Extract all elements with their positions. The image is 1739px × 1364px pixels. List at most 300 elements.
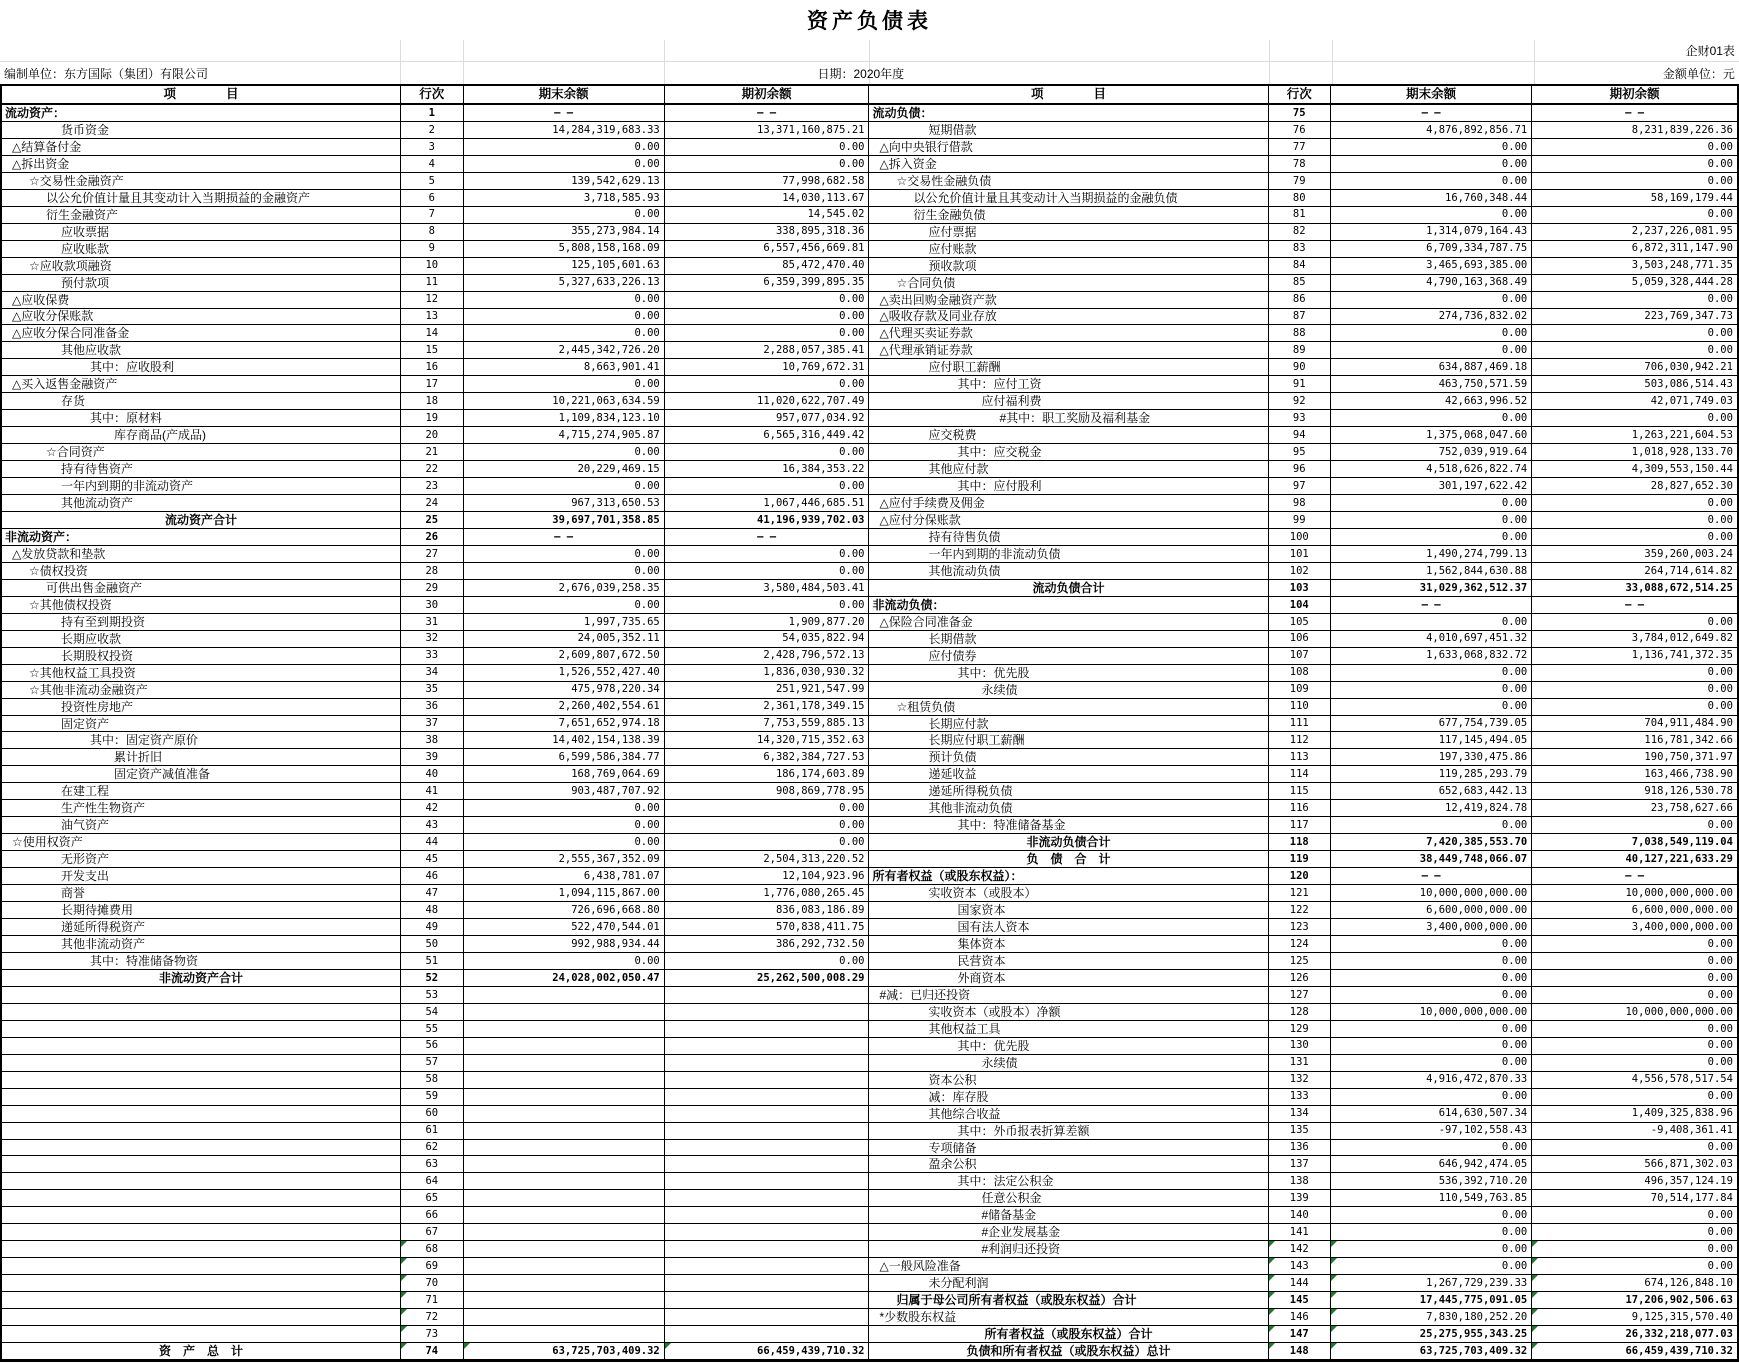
beg-balance-cell-left[interactable]: 908,869,778.95 bbox=[665, 783, 870, 800]
item-cell-left[interactable]: 应收账款 bbox=[2, 241, 401, 258]
end-balance-cell-left[interactable]: 903,487,707.92 bbox=[464, 783, 665, 800]
item-cell-right[interactable]: △保险合同准备金 bbox=[869, 614, 1268, 631]
rowno-cell-right[interactable]: 121 bbox=[1269, 885, 1331, 902]
beg-balance-cell-right[interactable]: 0.00 bbox=[1532, 682, 1737, 699]
beg-balance-cell-left[interactable]: 186,174,603.89 bbox=[665, 766, 870, 783]
beg-balance-cell-left[interactable]: 12,104,923.96 bbox=[665, 868, 870, 885]
end-balance-cell-left[interactable] bbox=[464, 1055, 665, 1072]
beg-balance-cell-left[interactable] bbox=[665, 1173, 870, 1190]
beg-balance-cell-right[interactable]: 1,136,741,372.35 bbox=[1532, 648, 1737, 665]
beg-balance-cell-right[interactable]: 40,127,221,633.29 bbox=[1532, 851, 1737, 868]
rowno-cell-left[interactable]: 57 bbox=[401, 1055, 463, 1072]
item-cell-left[interactable]: 库存商品(产成品) bbox=[2, 427, 401, 444]
end-balance-cell-right[interactable]: 110,549,763.85 bbox=[1331, 1190, 1532, 1207]
item-cell-left[interactable]: 非流动资产合计 bbox=[2, 970, 401, 987]
end-balance-cell-left[interactable]: 5,808,158,168.09 bbox=[464, 241, 665, 258]
end-balance-cell-right[interactable]: 10,000,000,000.00 bbox=[1331, 885, 1532, 902]
item-cell-left[interactable]: ☆使用权资产 bbox=[2, 834, 401, 851]
item-cell-left[interactable]: ☆债权投资 bbox=[2, 563, 401, 580]
item-cell-right[interactable]: △应付手续费及佣金 bbox=[869, 495, 1268, 512]
rowno-cell-left[interactable]: 13 bbox=[401, 309, 463, 326]
end-balance-cell-left[interactable] bbox=[464, 1190, 665, 1207]
end-balance-cell-left[interactable]: 39,697,701,358.85 bbox=[464, 512, 665, 529]
rowno-cell-right[interactable]: 148 bbox=[1269, 1343, 1331, 1360]
end-balance-cell-left[interactable]: 14,402,154,138.39 bbox=[464, 732, 665, 749]
end-balance-cell-left[interactable]: 6,438,781.07 bbox=[464, 868, 665, 885]
end-balance-cell-left[interactable]: 168,769,064.69 bbox=[464, 766, 665, 783]
item-cell-right[interactable]: 国有法人资本 bbox=[869, 919, 1268, 936]
end-balance-cell-right[interactable]: 0.00 bbox=[1331, 936, 1532, 953]
beg-balance-cell-left[interactable]: 25,262,500,008.29 bbox=[665, 970, 870, 987]
rowno-cell-left[interactable]: 41 bbox=[401, 783, 463, 800]
end-balance-cell-right[interactable]: 1,267,729,239.33 bbox=[1331, 1275, 1532, 1292]
beg-balance-cell-right[interactable]: 674,126,848.10 bbox=[1532, 1275, 1737, 1292]
end-balance-cell-right[interactable]: 652,683,442.13 bbox=[1331, 783, 1532, 800]
rowno-cell-left[interactable]: 66 bbox=[401, 1207, 463, 1224]
col-header-item-left[interactable]: 项 目 bbox=[2, 86, 401, 105]
end-balance-cell-left[interactable]: 0.00 bbox=[464, 953, 665, 970]
beg-balance-cell-left[interactable]: 85,472,470.40 bbox=[665, 258, 870, 275]
rowno-cell-left[interactable]: 55 bbox=[401, 1021, 463, 1038]
beg-balance-cell-right[interactable]: 223,769,347.73 bbox=[1532, 309, 1737, 326]
item-cell-left[interactable]: 长期股权投资 bbox=[2, 648, 401, 665]
col-header-rowno-left[interactable]: 行次 bbox=[401, 86, 463, 105]
rowno-cell-right[interactable]: 124 bbox=[1269, 936, 1331, 953]
end-balance-cell-left[interactable]: 355,273,984.14 bbox=[464, 224, 665, 241]
rowno-cell-right[interactable]: 102 bbox=[1269, 563, 1331, 580]
rowno-cell-left[interactable]: 20 bbox=[401, 427, 463, 444]
beg-balance-cell-right[interactable]: 28,827,652.30 bbox=[1532, 478, 1737, 495]
end-balance-cell-right[interactable]: 1,375,068,047.60 bbox=[1331, 427, 1532, 444]
end-balance-cell-left[interactable] bbox=[464, 1089, 665, 1106]
item-cell-right[interactable]: 盈余公积 bbox=[869, 1156, 1268, 1173]
item-cell-left[interactable]: 其他非流动资产 bbox=[2, 936, 401, 953]
rowno-cell-left[interactable]: 34 bbox=[401, 665, 463, 682]
item-cell-left[interactable] bbox=[2, 1224, 401, 1241]
rowno-cell-left[interactable]: 45 bbox=[401, 851, 463, 868]
amount-unit-cell[interactable]: 金额单位：元 bbox=[1534, 62, 1739, 84]
item-cell-right[interactable]: △代理承销证券款 bbox=[869, 342, 1268, 359]
end-balance-cell-left[interactable]: 0.00 bbox=[464, 376, 665, 393]
item-cell-right[interactable]: 长期应付款 bbox=[869, 716, 1268, 733]
item-cell-right[interactable]: 其中：法定公积金 bbox=[869, 1173, 1268, 1190]
item-cell-left[interactable] bbox=[2, 1021, 401, 1038]
item-cell-right[interactable]: 专项储备 bbox=[869, 1140, 1268, 1157]
beg-balance-cell-left[interactable]: 0.00 bbox=[665, 444, 870, 461]
end-balance-cell-left[interactable]: 475,978,220.34 bbox=[464, 682, 665, 699]
beg-balance-cell-left[interactable]: 0.00 bbox=[665, 139, 870, 156]
rowno-cell-left[interactable]: 54 bbox=[401, 1004, 463, 1021]
rowno-cell-left[interactable]: 47 bbox=[401, 885, 463, 902]
rowno-cell-right[interactable]: 79 bbox=[1269, 173, 1331, 190]
item-cell-left[interactable]: 资 产 总 计 bbox=[2, 1343, 401, 1360]
prepared-by-cell[interactable]: 编制单位：东方国际（集团）有限公司 bbox=[4, 66, 209, 81]
item-cell-right[interactable]: 应付票据 bbox=[869, 224, 1268, 241]
end-balance-cell-right[interactable]: 0.00 bbox=[1331, 173, 1532, 190]
end-balance-cell-right[interactable]: 117,145,494.05 bbox=[1331, 732, 1532, 749]
rowno-cell-right[interactable]: 104 bbox=[1269, 597, 1331, 614]
item-cell-left[interactable]: 存货 bbox=[2, 393, 401, 410]
rowno-cell-left[interactable]: 32 bbox=[401, 631, 463, 648]
beg-balance-cell-left[interactable] bbox=[665, 1004, 870, 1021]
beg-balance-cell-left[interactable]: 66,459,439,710.32 bbox=[665, 1343, 870, 1360]
item-cell-left[interactable]: 持有至到期投资 bbox=[2, 614, 401, 631]
item-cell-right[interactable]: 其中：应付工资 bbox=[869, 376, 1268, 393]
beg-balance-cell-left[interactable] bbox=[665, 1224, 870, 1241]
beg-balance-cell-left[interactable]: 0.00 bbox=[665, 376, 870, 393]
item-cell-left[interactable]: 生产性生物资产 bbox=[2, 800, 401, 817]
rowno-cell-left[interactable]: 64 bbox=[401, 1173, 463, 1190]
end-balance-cell-left[interactable]: 0.00 bbox=[464, 139, 665, 156]
beg-balance-cell-left[interactable]: 0.00 bbox=[665, 563, 870, 580]
beg-balance-cell-left[interactable]: 836,083,186.89 bbox=[665, 902, 870, 919]
beg-balance-cell-left[interactable]: 77,998,682.58 bbox=[665, 173, 870, 190]
end-balance-cell-right[interactable]: 0.00 bbox=[1331, 1224, 1532, 1241]
end-balance-cell-left[interactable]: — — bbox=[464, 105, 665, 122]
rowno-cell-left[interactable]: 33 bbox=[401, 648, 463, 665]
end-balance-cell-left[interactable] bbox=[464, 1207, 665, 1224]
end-balance-cell-right[interactable]: 0.00 bbox=[1331, 207, 1532, 224]
end-balance-cell-left[interactable]: 0.00 bbox=[464, 309, 665, 326]
rowno-cell-left[interactable]: 70 bbox=[401, 1275, 463, 1292]
rowno-cell-left[interactable]: 61 bbox=[401, 1123, 463, 1140]
rowno-cell-left[interactable]: 74 bbox=[401, 1343, 463, 1360]
end-balance-cell-right[interactable]: 0.00 bbox=[1331, 817, 1532, 834]
beg-balance-cell-left[interactable]: 7,753,559,885.13 bbox=[665, 716, 870, 733]
item-cell-left[interactable] bbox=[2, 1275, 401, 1292]
beg-balance-cell-left[interactable]: 0.00 bbox=[665, 478, 870, 495]
rowno-cell-right[interactable]: 138 bbox=[1269, 1173, 1331, 1190]
beg-balance-cell-left[interactable]: 11,020,622,707.49 bbox=[665, 393, 870, 410]
item-cell-left[interactable] bbox=[2, 1038, 401, 1055]
end-balance-cell-right[interactable]: 0.00 bbox=[1331, 682, 1532, 699]
beg-balance-cell-left[interactable] bbox=[665, 1190, 870, 1207]
end-balance-cell-right[interactable]: 0.00 bbox=[1331, 665, 1532, 682]
rowno-cell-left[interactable]: 29 bbox=[401, 580, 463, 597]
end-balance-cell-left[interactable] bbox=[464, 1004, 665, 1021]
beg-balance-cell-right[interactable]: 0.00 bbox=[1532, 529, 1737, 546]
rowno-cell-right[interactable]: 127 bbox=[1269, 987, 1331, 1004]
beg-balance-cell-left[interactable]: 570,838,411.75 bbox=[665, 919, 870, 936]
item-cell-left[interactable]: 其他应收款 bbox=[2, 342, 401, 359]
beg-balance-cell-left[interactable]: — — bbox=[665, 105, 870, 122]
rowno-cell-left[interactable]: 65 bbox=[401, 1190, 463, 1207]
rowno-cell-left[interactable]: 46 bbox=[401, 868, 463, 885]
beg-balance-cell-right[interactable]: 0.00 bbox=[1532, 1021, 1737, 1038]
end-balance-cell-right[interactable]: 0.00 bbox=[1331, 970, 1532, 987]
item-cell-left[interactable]: 累计折旧 bbox=[2, 749, 401, 766]
end-balance-cell-left[interactable]: 0.00 bbox=[464, 563, 665, 580]
item-cell-right[interactable]: 其他流动负债 bbox=[869, 563, 1268, 580]
item-cell-left[interactable]: 流动资产合计 bbox=[2, 512, 401, 529]
end-balance-cell-right[interactable]: 119,285,293.79 bbox=[1331, 766, 1532, 783]
beg-balance-cell-right[interactable]: 0.00 bbox=[1532, 936, 1737, 953]
item-cell-right[interactable]: 以公允价值计量且其变动计入当期损益的金融负债 bbox=[869, 190, 1268, 207]
beg-balance-cell-right[interactable]: 0.00 bbox=[1532, 699, 1737, 716]
item-cell-left[interactable]: △结算备付金 bbox=[2, 139, 401, 156]
rowno-cell-left[interactable]: 2 bbox=[401, 122, 463, 139]
end-balance-cell-left[interactable]: 4,715,274,905.87 bbox=[464, 427, 665, 444]
rowno-cell-right[interactable]: 92 bbox=[1269, 393, 1331, 410]
end-balance-cell-left[interactable]: 7,651,652,974.18 bbox=[464, 716, 665, 733]
item-cell-right[interactable]: 永续债 bbox=[869, 1055, 1268, 1072]
rowno-cell-right[interactable]: 130 bbox=[1269, 1038, 1331, 1055]
rowno-cell-right[interactable]: 125 bbox=[1269, 953, 1331, 970]
item-cell-right[interactable]: #企业发展基金 bbox=[869, 1224, 1268, 1241]
rowno-cell-left[interactable]: 43 bbox=[401, 817, 463, 834]
end-balance-cell-left[interactable] bbox=[464, 1224, 665, 1241]
end-balance-cell-left[interactable]: 0.00 bbox=[464, 207, 665, 224]
item-cell-right[interactable]: 实收资本（或股本）净额 bbox=[869, 1004, 1268, 1021]
beg-balance-cell-left[interactable]: 2,504,313,220.52 bbox=[665, 851, 870, 868]
beg-balance-cell-left[interactable]: 0.00 bbox=[665, 800, 870, 817]
rowno-cell-right[interactable]: 116 bbox=[1269, 800, 1331, 817]
end-balance-cell-right[interactable]: 0.00 bbox=[1331, 156, 1532, 173]
rowno-cell-left[interactable]: 21 bbox=[401, 444, 463, 461]
item-cell-right[interactable]: 其中：应付股利 bbox=[869, 478, 1268, 495]
beg-balance-cell-right[interactable]: 0.00 bbox=[1532, 325, 1737, 342]
beg-balance-cell-left[interactable] bbox=[665, 1021, 870, 1038]
beg-balance-cell-right[interactable]: 0.00 bbox=[1532, 173, 1737, 190]
item-cell-left[interactable] bbox=[2, 1004, 401, 1021]
item-cell-left[interactable]: 投资性房地产 bbox=[2, 699, 401, 716]
beg-balance-cell-right[interactable]: 10,000,000,000.00 bbox=[1532, 885, 1737, 902]
rowno-cell-right[interactable]: 120 bbox=[1269, 868, 1331, 885]
item-cell-right[interactable]: △向中央银行借款 bbox=[869, 139, 1268, 156]
item-cell-left[interactable]: 非流动资产： bbox=[2, 529, 401, 546]
end-balance-cell-left[interactable]: 10,221,063,634.59 bbox=[464, 393, 665, 410]
rowno-cell-left[interactable]: 15 bbox=[401, 342, 463, 359]
item-cell-right[interactable]: 其他应付款 bbox=[869, 461, 1268, 478]
item-cell-right[interactable]: #储备基金 bbox=[869, 1207, 1268, 1224]
rowno-cell-right[interactable]: 108 bbox=[1269, 665, 1331, 682]
item-cell-right[interactable]: *少数股东权益 bbox=[869, 1309, 1268, 1326]
col-header-beginning-left[interactable]: 期初余额 bbox=[665, 86, 870, 105]
end-balance-cell-right[interactable]: 463,750,571.59 bbox=[1331, 376, 1532, 393]
rowno-cell-left[interactable]: 53 bbox=[401, 987, 463, 1004]
item-cell-right[interactable]: #其中：职工奖励及福利基金 bbox=[869, 410, 1268, 427]
beg-balance-cell-right[interactable]: 496,357,124.19 bbox=[1532, 1173, 1737, 1190]
item-cell-left[interactable]: 衍生金融资产 bbox=[2, 207, 401, 224]
end-balance-cell-left[interactable]: 0.00 bbox=[464, 817, 665, 834]
rowno-cell-right[interactable]: 129 bbox=[1269, 1021, 1331, 1038]
end-balance-cell-left[interactable] bbox=[464, 1292, 665, 1309]
item-cell-left[interactable]: △拆出资金 bbox=[2, 156, 401, 173]
rowno-cell-left[interactable]: 58 bbox=[401, 1072, 463, 1089]
end-balance-cell-left[interactable]: 726,696,668.80 bbox=[464, 902, 665, 919]
beg-balance-cell-right[interactable]: 42,071,749.03 bbox=[1532, 393, 1737, 410]
end-balance-cell-left[interactable]: 522,470,544.01 bbox=[464, 919, 665, 936]
end-balance-cell-left[interactable] bbox=[464, 1156, 665, 1173]
beg-balance-cell-right[interactable]: 190,750,371.97 bbox=[1532, 749, 1737, 766]
rowno-cell-left[interactable]: 51 bbox=[401, 953, 463, 970]
rowno-cell-right[interactable]: 111 bbox=[1269, 716, 1331, 733]
rowno-cell-left[interactable]: 26 bbox=[401, 529, 463, 546]
beg-balance-cell-right[interactable]: — — bbox=[1532, 105, 1737, 122]
rowno-cell-left[interactable]: 10 bbox=[401, 258, 463, 275]
end-balance-cell-left[interactable]: 0.00 bbox=[464, 834, 665, 851]
rowno-cell-left[interactable]: 71 bbox=[401, 1292, 463, 1309]
end-balance-cell-left[interactable] bbox=[464, 1072, 665, 1089]
item-cell-left[interactable]: ☆其他债权投资 bbox=[2, 597, 401, 614]
rowno-cell-right[interactable]: 119 bbox=[1269, 851, 1331, 868]
beg-balance-cell-right[interactable]: 0.00 bbox=[1532, 292, 1737, 309]
beg-balance-cell-left[interactable]: 0.00 bbox=[665, 309, 870, 326]
end-balance-cell-right[interactable]: 63,725,703,409.32 bbox=[1331, 1343, 1532, 1360]
item-cell-left[interactable]: 其中：固定资产原价 bbox=[2, 732, 401, 749]
rowno-cell-right[interactable]: 135 bbox=[1269, 1123, 1331, 1140]
rowno-cell-left[interactable]: 18 bbox=[401, 393, 463, 410]
beg-balance-cell-right[interactable]: 70,514,177.84 bbox=[1532, 1190, 1737, 1207]
rowno-cell-left[interactable]: 1 bbox=[401, 105, 463, 122]
end-balance-cell-right[interactable]: 197,330,475.86 bbox=[1331, 749, 1532, 766]
rowno-cell-right[interactable]: 100 bbox=[1269, 529, 1331, 546]
item-cell-left[interactable]: ☆其他非流动金融资产 bbox=[2, 682, 401, 699]
beg-balance-cell-right[interactable]: 3,784,012,649.82 bbox=[1532, 631, 1737, 648]
rowno-cell-left[interactable]: 31 bbox=[401, 614, 463, 631]
beg-balance-cell-right[interactable]: 7,038,549,119.04 bbox=[1532, 834, 1737, 851]
item-cell-left[interactable]: △发放贷款和垫款 bbox=[2, 546, 401, 563]
rowno-cell-left[interactable]: 25 bbox=[401, 512, 463, 529]
beg-balance-cell-left[interactable]: 0.00 bbox=[665, 546, 870, 563]
beg-balance-cell-right[interactable]: 359,260,003.24 bbox=[1532, 546, 1737, 563]
end-balance-cell-left[interactable]: 1,094,115,867.00 bbox=[464, 885, 665, 902]
end-balance-cell-right[interactable]: 536,392,710.20 bbox=[1331, 1173, 1532, 1190]
end-balance-cell-right[interactable]: 1,562,844,630.88 bbox=[1331, 563, 1532, 580]
beg-balance-cell-right[interactable]: 0.00 bbox=[1532, 207, 1737, 224]
item-cell-left[interactable]: △应收分保账款 bbox=[2, 309, 401, 326]
rowno-cell-left[interactable]: 7 bbox=[401, 207, 463, 224]
beg-balance-cell-left[interactable]: 0.00 bbox=[665, 325, 870, 342]
end-balance-cell-right[interactable]: 6,600,000,000.00 bbox=[1331, 902, 1532, 919]
beg-balance-cell-left[interactable] bbox=[665, 1309, 870, 1326]
beg-balance-cell-left[interactable] bbox=[665, 1072, 870, 1089]
item-cell-right[interactable]: 应付职工薪酬 bbox=[869, 359, 1268, 376]
end-balance-cell-left[interactable] bbox=[464, 1173, 665, 1190]
end-balance-cell-left[interactable]: 0.00 bbox=[464, 597, 665, 614]
item-cell-left[interactable] bbox=[2, 1156, 401, 1173]
rowno-cell-right[interactable]: 118 bbox=[1269, 834, 1331, 851]
item-cell-left[interactable] bbox=[2, 1123, 401, 1140]
item-cell-left[interactable]: 预付款项 bbox=[2, 275, 401, 292]
item-cell-right[interactable]: 所有者权益（或股东权益）合计 bbox=[869, 1326, 1268, 1343]
end-balance-cell-left[interactable]: 2,609,807,672.50 bbox=[464, 648, 665, 665]
end-balance-cell-right[interactable]: 0.00 bbox=[1331, 495, 1532, 512]
item-cell-right[interactable]: 一年内到期的非流动负债 bbox=[869, 546, 1268, 563]
beg-balance-cell-left[interactable]: 957,077,034.92 bbox=[665, 410, 870, 427]
rowno-cell-left[interactable]: 17 bbox=[401, 376, 463, 393]
end-balance-cell-right[interactable]: 25,275,955,343.25 bbox=[1331, 1326, 1532, 1343]
rowno-cell-right[interactable]: 117 bbox=[1269, 817, 1331, 834]
rowno-cell-right[interactable]: 83 bbox=[1269, 241, 1331, 258]
beg-balance-cell-left[interactable] bbox=[665, 1275, 870, 1292]
beg-balance-cell-left[interactable] bbox=[665, 1123, 870, 1140]
item-cell-right[interactable]: #减：已归还投资 bbox=[869, 987, 1268, 1004]
item-cell-left[interactable] bbox=[2, 1292, 401, 1309]
end-balance-cell-left[interactable]: 1,109,834,123.10 bbox=[464, 410, 665, 427]
item-cell-left[interactable]: 长期待摊费用 bbox=[2, 902, 401, 919]
beg-balance-cell-right[interactable]: 26,332,218,077.03 bbox=[1532, 1326, 1737, 1343]
item-cell-left[interactable] bbox=[2, 1140, 401, 1157]
item-cell-right[interactable]: 短期借款 bbox=[869, 122, 1268, 139]
rowno-cell-left[interactable]: 73 bbox=[401, 1326, 463, 1343]
beg-balance-cell-right[interactable]: 0.00 bbox=[1532, 512, 1737, 529]
beg-balance-cell-right[interactable]: 704,911,484.90 bbox=[1532, 716, 1737, 733]
end-balance-cell-left[interactable]: 125,105,601.63 bbox=[464, 258, 665, 275]
rowno-cell-left[interactable]: 6 bbox=[401, 190, 463, 207]
end-balance-cell-left[interactable]: 1,526,552,427.40 bbox=[464, 665, 665, 682]
rowno-cell-right[interactable]: 91 bbox=[1269, 376, 1331, 393]
end-balance-cell-left[interactable]: 2,555,367,352.09 bbox=[464, 851, 665, 868]
end-balance-cell-right[interactable]: -97,102,558.43 bbox=[1331, 1123, 1532, 1140]
item-cell-left[interactable] bbox=[2, 1326, 401, 1343]
end-balance-cell-left[interactable] bbox=[464, 1241, 665, 1258]
beg-balance-cell-left[interactable]: — — bbox=[665, 529, 870, 546]
rowno-cell-left[interactable]: 44 bbox=[401, 834, 463, 851]
rowno-cell-right[interactable]: 142 bbox=[1269, 1241, 1331, 1258]
rowno-cell-right[interactable]: 123 bbox=[1269, 919, 1331, 936]
beg-balance-cell-left[interactable]: 0.00 bbox=[665, 292, 870, 309]
rowno-cell-right[interactable]: 110 bbox=[1269, 699, 1331, 716]
item-cell-right[interactable]: 持有待售负债 bbox=[869, 529, 1268, 546]
rowno-cell-right[interactable]: 107 bbox=[1269, 648, 1331, 665]
beg-balance-cell-right[interactable]: 0.00 bbox=[1532, 1258, 1737, 1275]
rowno-cell-left[interactable]: 3 bbox=[401, 139, 463, 156]
end-balance-cell-left[interactable]: 139,542,629.13 bbox=[464, 173, 665, 190]
col-header-ending-right[interactable]: 期末余额 bbox=[1331, 86, 1532, 105]
item-cell-left[interactable] bbox=[2, 1089, 401, 1106]
item-cell-left[interactable]: △买入返售金融资产 bbox=[2, 376, 401, 393]
beg-balance-cell-right[interactable]: 5,059,328,444.28 bbox=[1532, 275, 1737, 292]
beg-balance-cell-right[interactable]: — — bbox=[1532, 868, 1737, 885]
rowno-cell-right[interactable]: 87 bbox=[1269, 309, 1331, 326]
rowno-cell-left[interactable]: 60 bbox=[401, 1106, 463, 1123]
beg-balance-cell-left[interactable] bbox=[665, 1326, 870, 1343]
rowno-cell-left[interactable]: 8 bbox=[401, 224, 463, 241]
item-cell-left[interactable]: 应收票据 bbox=[2, 224, 401, 241]
end-balance-cell-left[interactable]: 8,663,901.41 bbox=[464, 359, 665, 376]
item-cell-right[interactable]: 资本公积 bbox=[869, 1072, 1268, 1089]
beg-balance-cell-left[interactable] bbox=[665, 1292, 870, 1309]
end-balance-cell-left[interactable]: 2,445,342,726.20 bbox=[464, 342, 665, 359]
rowno-cell-right[interactable]: 97 bbox=[1269, 478, 1331, 495]
beg-balance-cell-right[interactable]: 33,088,672,514.25 bbox=[1532, 580, 1737, 597]
item-cell-right[interactable]: 应交税费 bbox=[869, 427, 1268, 444]
end-balance-cell-right[interactable]: 0.00 bbox=[1331, 1038, 1532, 1055]
item-cell-right[interactable]: 其中：应交税金 bbox=[869, 444, 1268, 461]
end-balance-cell-right[interactable]: 0.00 bbox=[1331, 342, 1532, 359]
item-cell-right[interactable]: 负债和所有者权益（或股东权益）总计 bbox=[869, 1343, 1268, 1360]
item-cell-right[interactable]: △卖出回购金融资产款 bbox=[869, 292, 1268, 309]
beg-balance-cell-left[interactable]: 386,292,732.50 bbox=[665, 936, 870, 953]
item-cell-right[interactable]: 其他权益工具 bbox=[869, 1021, 1268, 1038]
item-cell-left[interactable]: 可供出售金融资产 bbox=[2, 580, 401, 597]
rowno-cell-right[interactable]: 141 bbox=[1269, 1224, 1331, 1241]
item-cell-right[interactable]: ☆合同负债 bbox=[869, 275, 1268, 292]
end-balance-cell-left[interactable]: 20,229,469.15 bbox=[464, 461, 665, 478]
rowno-cell-left[interactable]: 30 bbox=[401, 597, 463, 614]
end-balance-cell-right[interactable]: 0.00 bbox=[1331, 410, 1532, 427]
item-cell-right[interactable]: 非流动负债： bbox=[869, 597, 1268, 614]
rowno-cell-left[interactable]: 14 bbox=[401, 325, 463, 342]
end-balance-cell-right[interactable]: 3,465,693,385.00 bbox=[1331, 258, 1532, 275]
item-cell-right[interactable]: #利润归还投资 bbox=[869, 1241, 1268, 1258]
rowno-cell-right[interactable]: 99 bbox=[1269, 512, 1331, 529]
item-cell-left[interactable] bbox=[2, 1173, 401, 1190]
end-balance-cell-right[interactable]: 0.00 bbox=[1331, 614, 1532, 631]
rowno-cell-right[interactable]: 95 bbox=[1269, 444, 1331, 461]
end-balance-cell-left[interactable]: 0.00 bbox=[464, 444, 665, 461]
